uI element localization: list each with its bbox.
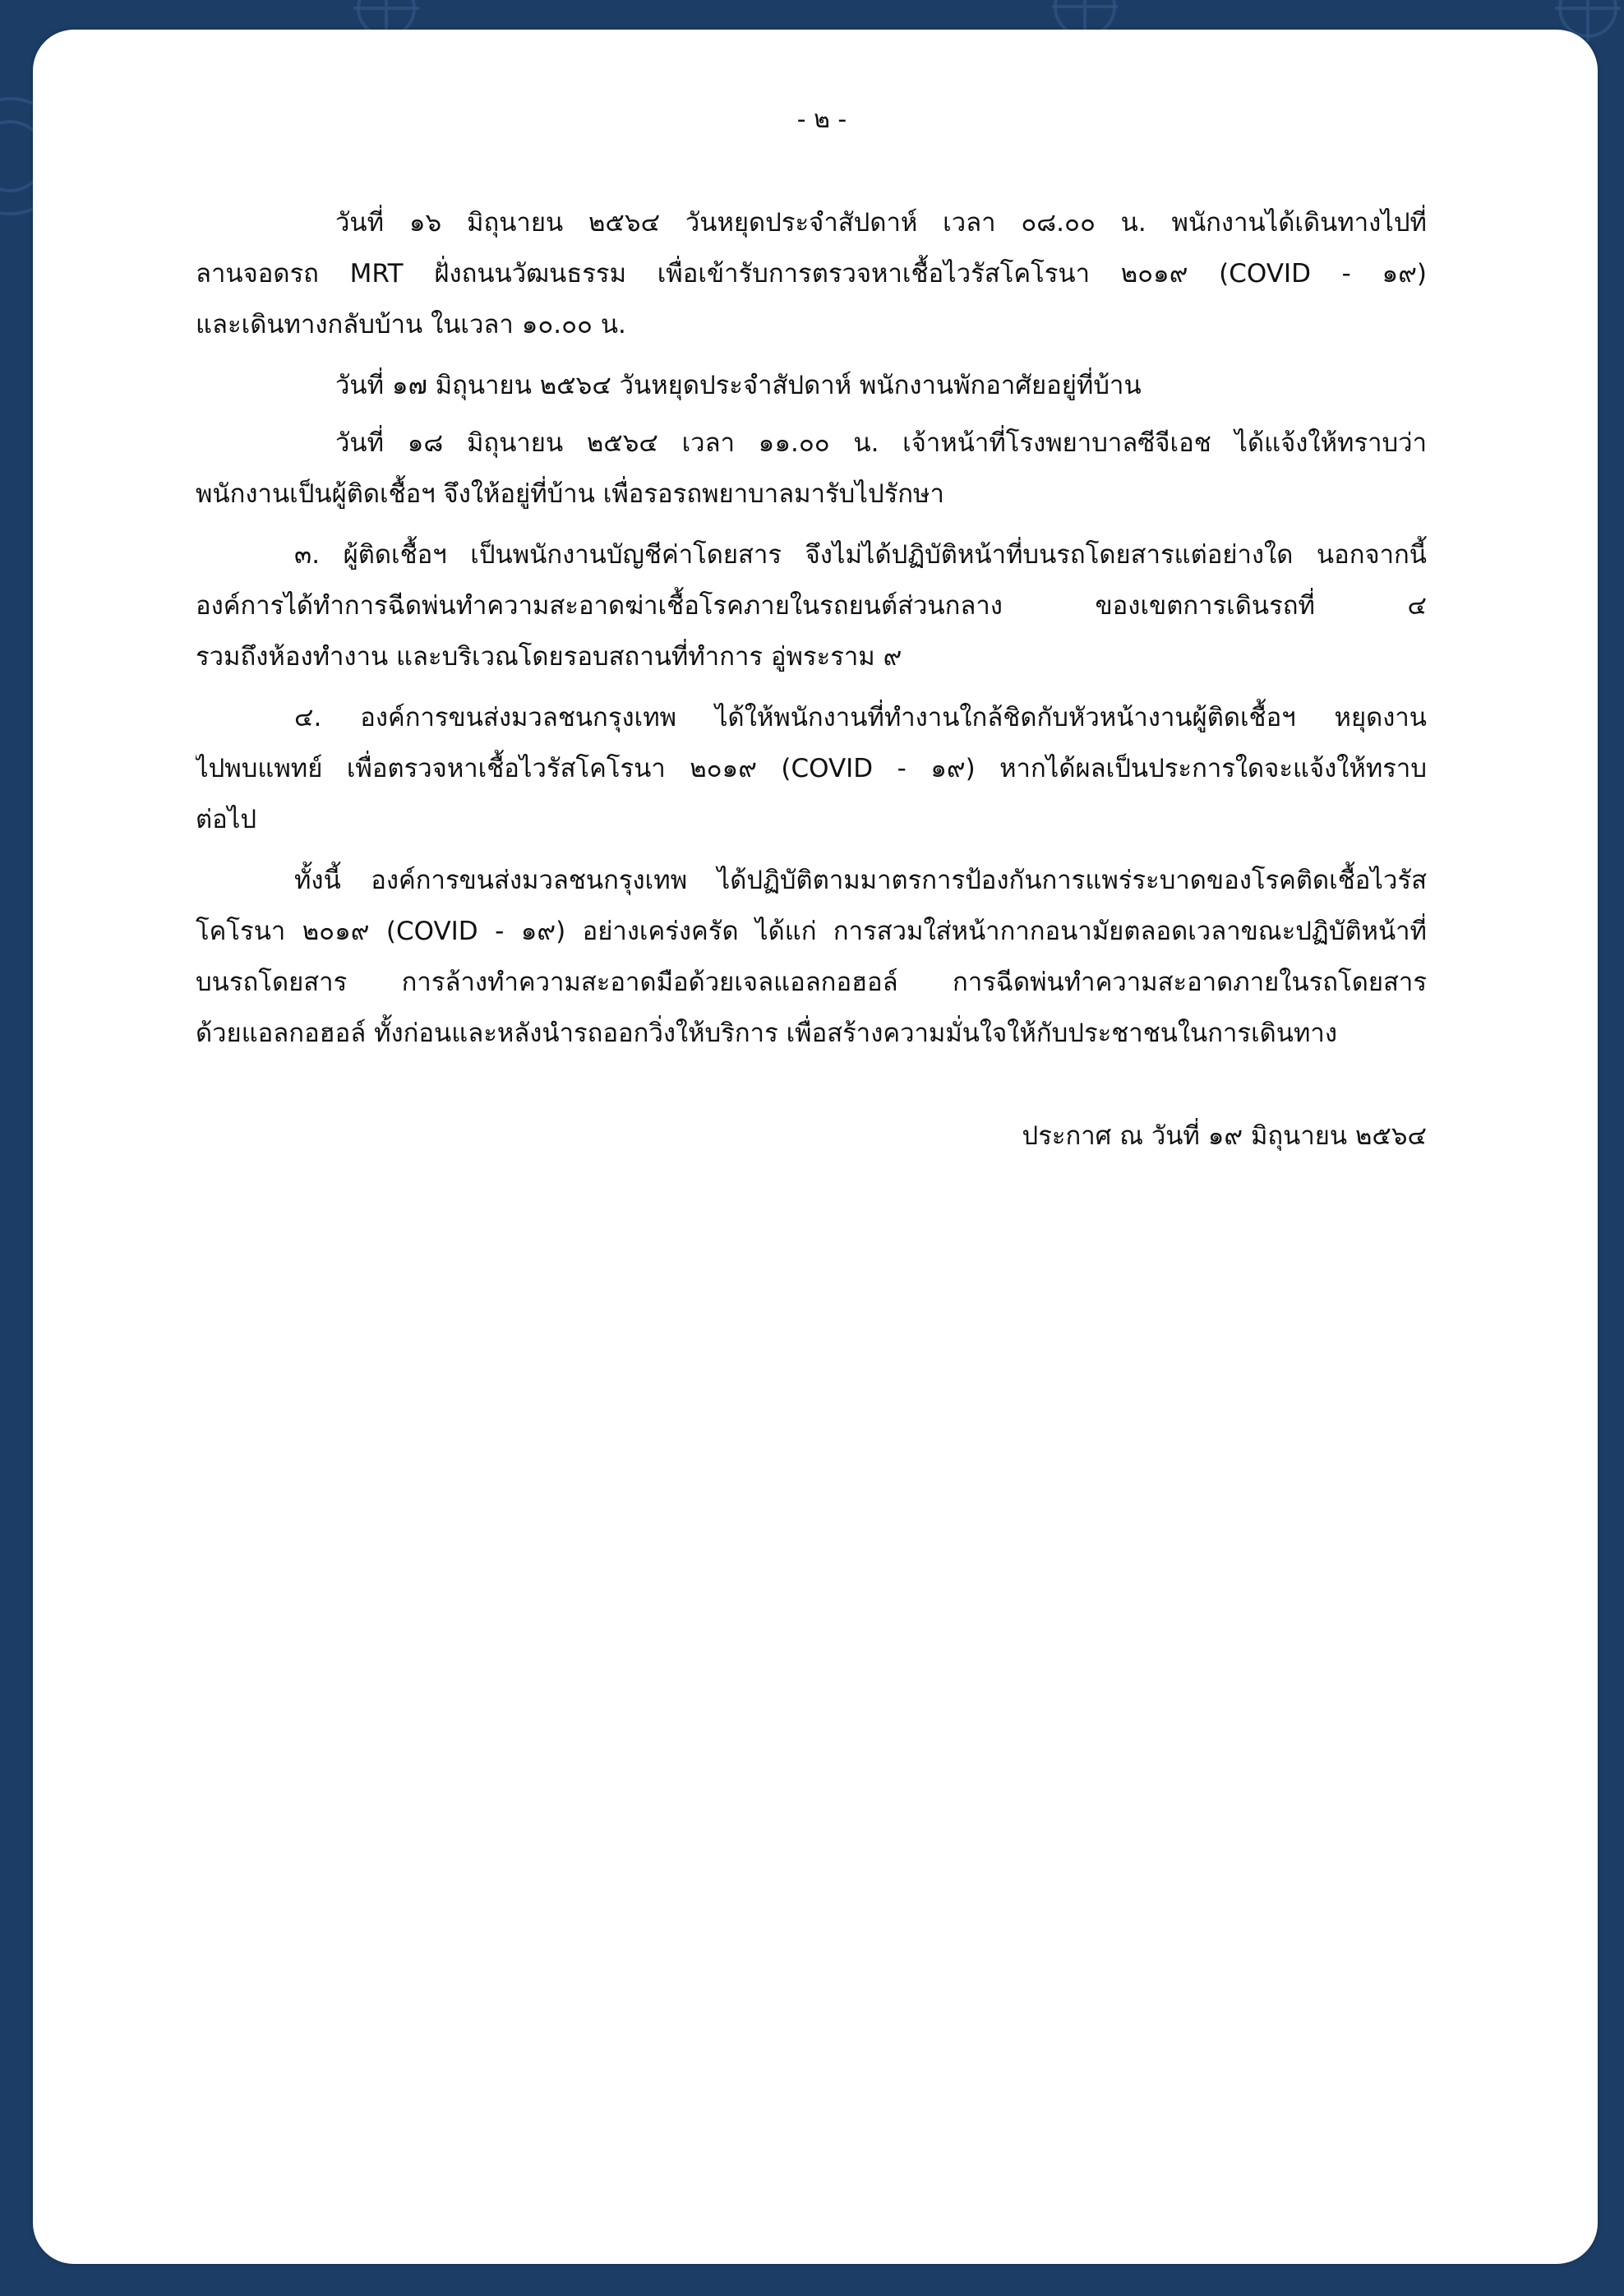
paragraph-1-line-1: วันที่ ๑๖ มิถุนายน ๒๕๖๔ วันหยุดประจำสัปดาห์ เวลา ๐๘.๐๐ น. พนักงานได้เดินทางไปที่ xyxy=(335,208,1427,238)
item-4-line-1: ๔. องค์การขนส่งมวลชนกรุงเทพ ได้ให้พนักงานที่ทำงานใกล้ชิดกับหัวหน้างานผู้ติดเชื้อฯ หยุดงาน xyxy=(294,703,1427,732)
page-number: - ๒ - xyxy=(796,105,847,134)
paragraph-3-line-2: พนักงานเป็นผู้ติดเชื้อฯ จึงให้อยู่ที่บ้าน เพื่อรอรถพยาบาลมารับไปรักษา xyxy=(196,479,944,509)
announcement-date: ประกาศ ณ วันที่ ๑๙ มิถุนายน ๒๕๖๔ xyxy=(1022,1121,1427,1151)
closing-paragraph-line-3: บนรถโดยสาร การล้างทำความสะอาดมือด้วยเจลแอลกอฮอล์ การฉีดพ่นทำความสะอาดภายในรถโดยสาร xyxy=(196,968,1427,997)
item-3-line-2: องค์การได้ทำการฉีดพ่นทำความสะอาดฆ่าเชื้อโรคภายในรถยนต์ส่วนกลาง ของเขตการเดินรถที่ ๔ xyxy=(196,591,1427,621)
closing-paragraph-line-2: โคโรนา ๒๐๑๙ (COVID - ๑๙) อย่างเคร่งครัด ได้แก่ การสวมใส่หน้ากากอนามัยตลอดเวลาขณะปฏิบัติหน้าที่ xyxy=(196,917,1427,946)
paragraph-2-line-1: วันที่ ๑๗ มิถุนายน ๒๕๖๔ วันหยุดประจำสัปดาห์ พนักงานพักอาศัยอยู่ที่บ้าน xyxy=(335,371,1142,400)
closing-paragraph-line-1: ทั้งนี้ องค์การขนส่งมวลชนกรุงเทพ ได้ปฏิบัติตามมาตรการป้องกันการแพร่ระบาดของโรคติดเชื้อไวรัส xyxy=(294,866,1427,895)
item-4-line-3: ต่อไป xyxy=(196,805,257,834)
item-4-line-2: ไปพบแพทย์ เพื่อตรวจหาเชื้อไวรัสโคโรนา ๒๐๑๙ (COVID - ๑๙) หากได้ผลเป็นประการใดจะแจ้งให้ทราบ xyxy=(196,754,1427,783)
item-3-line-1: ๓. ผู้ติดเชื้อฯ เป็นพนักงานบัญชีค่าโดยสาร จึงไม่ได้ปฏิบัติหน้าที่บนรถโดยสารแต่อย่างใด นอกจากนี้ xyxy=(294,540,1427,570)
closing-paragraph-line-4: ด้วยแอลกอฮอล์ ทั้งก่อนและหลังนำรถออกวิ่งให้บริการ เพื่อสร้างความมั่นใจให้กับประชาชนในการเดินทาง xyxy=(196,1019,1337,1048)
paragraph-1-line-2: ลานจอดรถ MRT ฝั่งถนนวัฒนธรรม เพื่อเข้ารับการตรวจหาเชื้อไวรัสโคโรนา ๒๐๑๙ (COVID - ๑๙) xyxy=(196,259,1427,289)
paragraph-3-line-1: วันที่ ๑๘ มิถุนายน ๒๕๖๔ เวลา ๑๑.๐๐ น. เจ้าหน้าที่โรงพยาบาลซีจีเอช ได้แจ้งให้ทราบว่า xyxy=(335,428,1427,458)
paragraph-1-line-3: และเดินทางกลับบ้าน ในเวลา ๑๐.๐๐ น. xyxy=(196,310,626,340)
document-body xyxy=(196,197,1427,1059)
item-3-line-3: รวมถึงห้องทำงาน และบริเวณโดยรอบสถานที่ทำการ อู่พระราม ๙ xyxy=(196,642,902,672)
